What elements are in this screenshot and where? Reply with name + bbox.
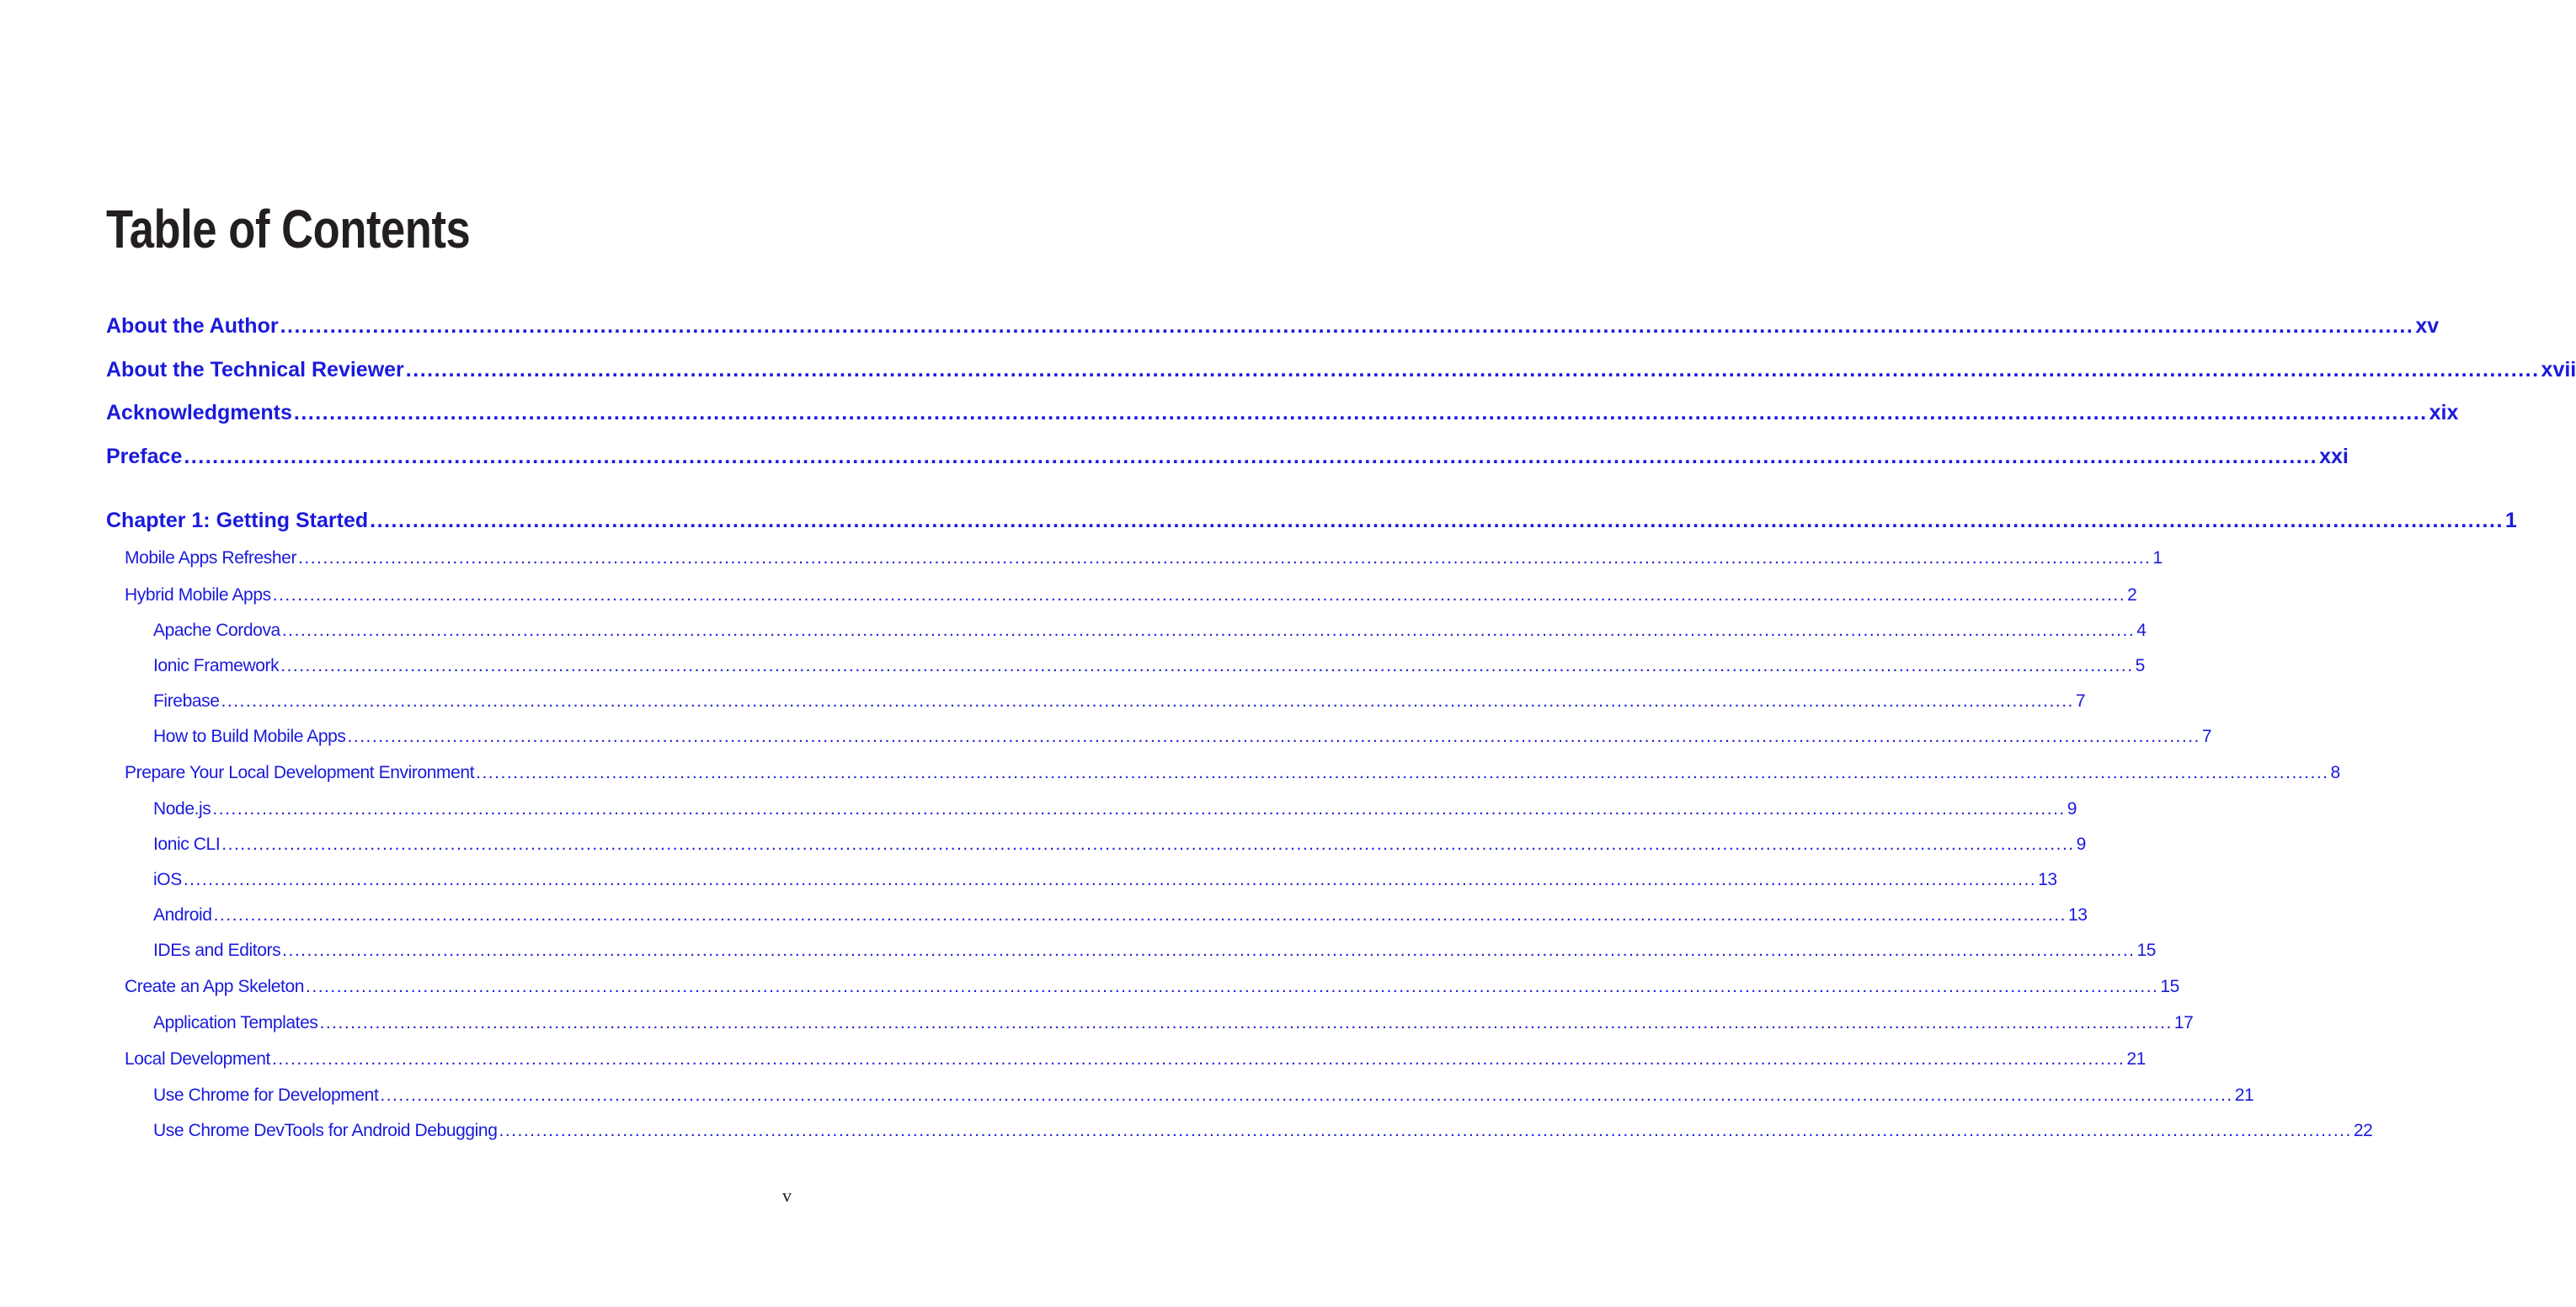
dot-leader: ............................................................................................................................................................................................................................................................................................................ [280,314,2414,338]
toc-entry-chapter-1[interactable] [106,506,2517,535]
toc-entry-nodejs[interactable] [153,797,2077,822]
toc-entry-page: 5 [2136,654,2145,679]
toc-entry-label: Ionic Framework [153,654,279,679]
toc-entry-firebase[interactable] [153,689,2086,714]
toc-entry-page: 17 [2174,1011,2194,1036]
toc-entry-page: 21 [2235,1083,2254,1108]
toc-entry-preface[interactable] [106,442,2349,471]
toc-entry-label: About the Technical Reviewer [106,355,404,384]
toc-entry-ionic-cli[interactable] [153,832,2086,857]
toc-entry-page: 1 [2152,546,2162,571]
page-number: v [782,1185,792,1206]
toc-entry-page: 1 [2505,506,2517,535]
toc-entry-label: IDEs and Editors [153,938,280,963]
dot-leader: ............................................................................................................................................................................................................................................................................................................ [280,656,2134,675]
dot-leader: ............................................................................................................................................................................................................................................................................................................ [221,835,2075,854]
toc-entry-ides-and-editors[interactable] [153,938,2157,963]
dot-leader: ............................................................................................................................................................................................................................................................................................................ [221,691,2074,711]
dot-leader: ............................................................................................................................................................................................................................................................................................................ [319,1013,2173,1032]
toc-entry-label: Acknowledgments [106,398,292,427]
dot-leader: ............................................................................................................................................................................................................................................................................................................ [212,799,2066,819]
toc-entry-label: Chapter 1: Getting Started [106,506,368,535]
toc-entry-label: Mobile Apps Refresher [125,546,296,571]
toc-entry-page: 2 [2127,583,2136,608]
toc-entry-label: Application Templates [153,1011,318,1036]
toc-entry-page: 4 [2136,618,2146,643]
toc-entry-page: 22 [2354,1118,2373,1144]
toc-entry-acknowledgments[interactable] [106,398,2459,427]
toc-entry-hybrid-mobile-apps[interactable] [125,583,2137,608]
toc-entry-label: Use Chrome DevTools for Android Debugging [153,1118,498,1144]
toc-entry-application-templates[interactable] [153,1011,2194,1036]
dot-leader: ............................................................................................................................................................................................................................................................................................................ [272,585,2126,605]
toc-entry-label: Node.js [153,797,211,822]
toc-entry-page: xix [2429,398,2459,427]
toc-entry-create-app-skeleton[interactable] [125,974,2179,1000]
dot-leader: ............................................................................................................................................................................................................................................................................................................ [281,621,2136,640]
toc-entry-page: xxi [2319,442,2349,471]
toc-entry-page: 9 [2077,832,2086,857]
dot-leader: ............................................................................................................................................................................................................................................................................................................ [476,763,2329,782]
toc-entry-prepare-local-environment[interactable] [125,760,2340,786]
toc-entry-android[interactable] [153,903,2088,928]
dot-leader: ............................................................................................................................................................................................................................................................................................................ [271,1049,2125,1069]
dot-leader: ............................................................................................................................................................................................................................................................................................................ [183,870,2037,889]
dot-leader: ............................................................................................................................................................................................................................................................................................................ [370,509,2504,532]
toc-entry-label: Local Development [125,1047,270,1072]
toc-entry-page: 15 [2160,974,2179,1000]
dot-leader: ............................................................................................................................................................................................................................................................................................................ [347,727,2200,746]
toc-entry-label: Prepare Your Local Development Environment [125,760,474,786]
toc-entry-label: How to Build Mobile Apps [153,724,346,750]
dot-leader: ............................................................................................................................................................................................................................................................................................................ [184,445,2318,468]
toc-entry-label: iOS [153,867,182,893]
toc-entry-label: Firebase [153,689,220,714]
toc-entry-label: Hybrid Mobile Apps [125,583,271,608]
toc-entry-about-technical-reviewer[interactable] [106,355,2576,384]
dot-leader: ............................................................................................................................................................................................................................................................................................................ [499,1121,2352,1140]
toc-entry-label: Apache Cordova [153,618,280,643]
toc-entry-label: Preface [106,442,182,471]
toc-entry-page: xvii [2541,355,2576,384]
dot-leader: ............................................................................................................................................................................................................................................................................................................ [298,548,2152,568]
toc-entry-how-to-build-mobile-apps[interactable] [153,724,2212,750]
toc-entry-page: 7 [2202,724,2211,750]
toc-entry-about-author[interactable] [106,312,2440,340]
toc-entry-chrome-devtools-android-debugging[interactable] [153,1118,2373,1144]
toc-entry-mobile-apps-refresher[interactable] [125,546,2163,571]
toc-entry-ios[interactable] [153,867,2057,893]
toc-entry-page: 21 [2126,1047,2146,1072]
toc-entry-page: xv [2415,312,2439,340]
dot-leader: ............................................................................................................................................................................................................................................................................................................ [282,941,2136,960]
toc-entry-page: 9 [2067,797,2077,822]
dot-leader: ............................................................................................................................................................................................................................................................................................................ [380,1086,2233,1105]
toc-entry-page: 13 [2068,903,2088,928]
toc-entry-label: Create an App Skeleton [125,974,304,1000]
toc-entry-page: 13 [2038,867,2057,893]
dot-leader: ............................................................................................................................................................................................................................................................................................................ [293,401,2428,424]
toc-entry-label: Android [153,903,212,928]
toc-entry-page: 15 [2137,938,2157,963]
toc-entry-label: Use Chrome for Development [153,1083,378,1108]
toc-entry-local-development[interactable] [125,1047,2146,1072]
toc-entry-page: 7 [2076,689,2085,714]
toc-entry-use-chrome-for-development[interactable] [153,1083,2254,1108]
page-title: Table of Contents [106,199,471,259]
dot-leader: ............................................................................................................................................................................................................................................................................................................ [306,977,2159,996]
toc-entry-page: 8 [2330,760,2339,786]
toc-entry-ionic-framework[interactable] [153,654,2145,679]
dot-leader: ............................................................................................................................................................................................................................................................................................................ [213,905,2067,925]
toc-entry-apache-cordova[interactable] [153,618,2147,643]
toc-entry-label: About the Author [106,312,279,340]
toc-entry-label: Ionic CLI [153,832,220,857]
dot-leader: ............................................................................................................................................................................................................................................................................................................ [405,358,2540,381]
